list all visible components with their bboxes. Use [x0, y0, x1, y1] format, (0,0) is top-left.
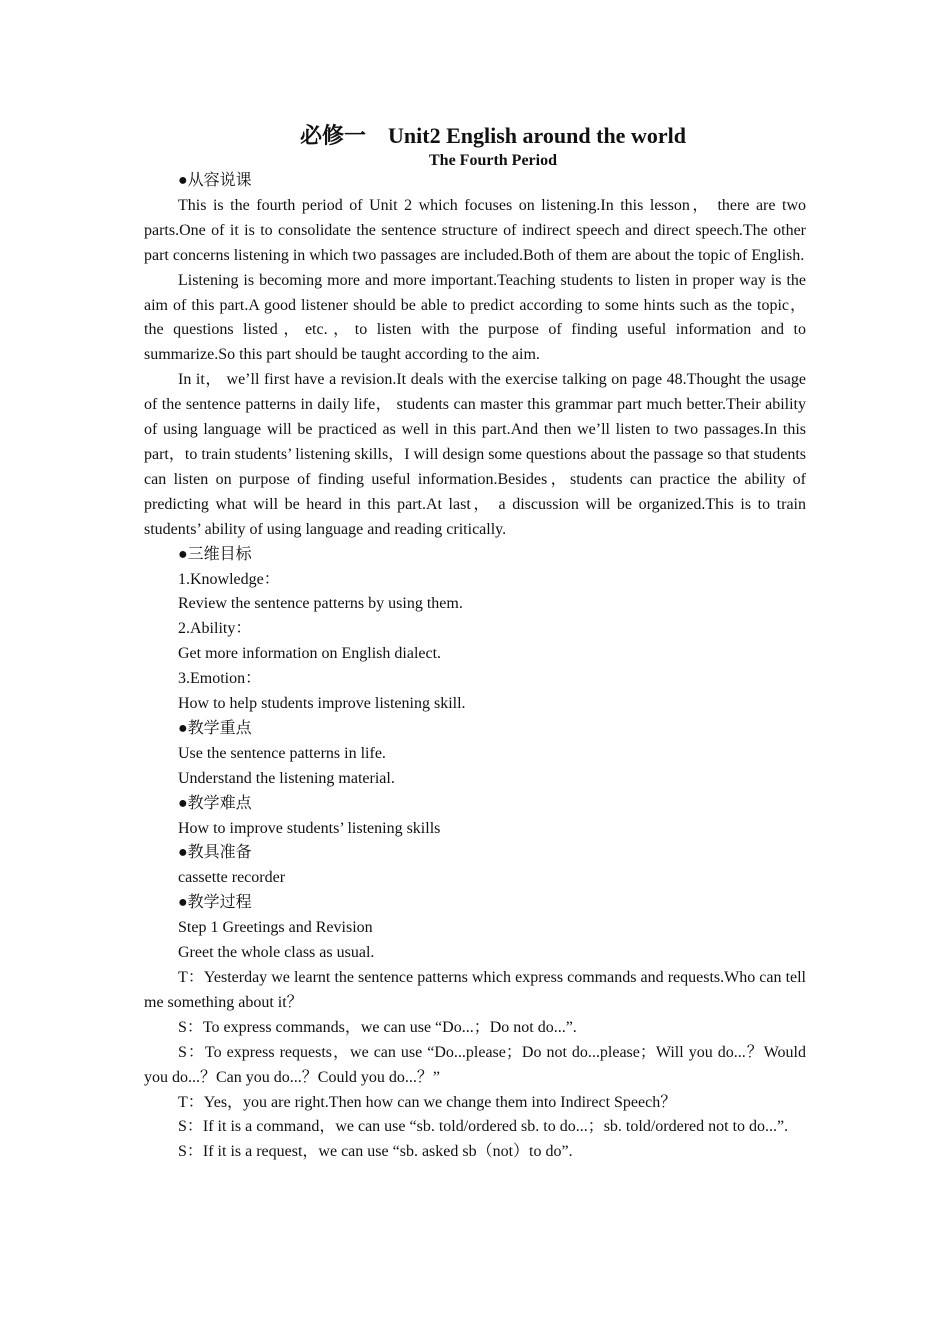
section-heading: ●从容说课 [178, 172, 252, 189]
paragraph: How to help students improve listening skill. [178, 695, 466, 713]
paragraph: This is the fourth period of Unit 2 which focuses on listening.In this lesson， there are two parts.One of it is to consolidate the sentence structure of indirect speech and direct speech.The other part concerns listening in which two passages are included.Both of them are about the topic of English. [144, 196, 806, 264]
section-heading: ●教具准备 [178, 844, 252, 862]
section-heading: ●教学过程 [178, 894, 252, 912]
dialogue-line: S：If it is a request，we can use “sb. asked sb（not）to do”. [178, 1143, 573, 1161]
section-heading: ●教学难点 [178, 794, 252, 812]
dialogue-line: S：If it is a command，we can use “sb. told/ordered sb. to do...；sb. told/ordered not to do...”. [178, 1118, 789, 1136]
section-heading: ●教学重点 [178, 719, 252, 737]
paragraph: Use the sentence patterns in life. [178, 744, 386, 762]
section-heading: ●三维目标 [178, 545, 252, 563]
paragraph: cassette recorder [178, 869, 286, 887]
paragraph: Step 1 Greetings and Revision [178, 919, 373, 937]
dialogue-line: T：Yesterday we learnt the sentence patterns which express commands and requests.Who can tell me something about it？ [144, 969, 806, 1011]
paragraph: Get more information on English dialect. [178, 645, 442, 663]
document-title: 必修一 Unit2 English around the world [300, 123, 686, 148]
paragraph: Review the sentence patterns by using them. [178, 595, 463, 613]
paragraph: 3.Emotion： [178, 670, 262, 688]
dialogue-line: T：Yes，you are right.Then how can we change them into Indirect Speech？ [178, 1093, 677, 1111]
dialogue-line: S：To express requests，we can use “Do...please；Do not do...please；Will you do...？Would you do...？Can you do...？Could you do...？” [144, 1043, 806, 1086]
dialogue-line: S：To express commands，we can use “Do...；Do not do...”. [178, 1018, 577, 1036]
document-subtitle: The Fourth Period [429, 152, 557, 169]
document-page [144, 120, 806, 1165]
paragraph: Greet the whole class as usual. [178, 944, 375, 962]
paragraph: Listening is becoming more and more important.Teaching students to listen in proper way is the aim of this part.A good listener should be able to predict according to some hints such as the topic，the questions listed，etc.，to listen with the purpose of finding useful information and to summarize.So this part should be taught according to the aim. [144, 271, 806, 364]
paragraph: In it， we’ll first have a revision.It deals with the exercise talking on page 48.Thought the usage of the sentence patterns in daily life， students can master this grammar part much better.Their ability of using language will be practiced as well in this part.And then we’ll listen to two passages.In this part，to train students’ listening skills，I will design some questions about the passage so that students can listen on purpose of finding useful information.Besides，students can practice the ability of predicting what will be heard in this part.At last， a discussion will be organized.This is to train students’ ability of using language and reading critically. [144, 371, 807, 538]
paragraph: 1.Knowledge： [178, 570, 280, 588]
paragraph: How to improve students’ listening skills [178, 819, 441, 837]
paragraph: Understand the listening material. [178, 769, 395, 787]
paragraph: 2.Ability： [178, 620, 252, 638]
document-body [144, 169, 806, 1165]
